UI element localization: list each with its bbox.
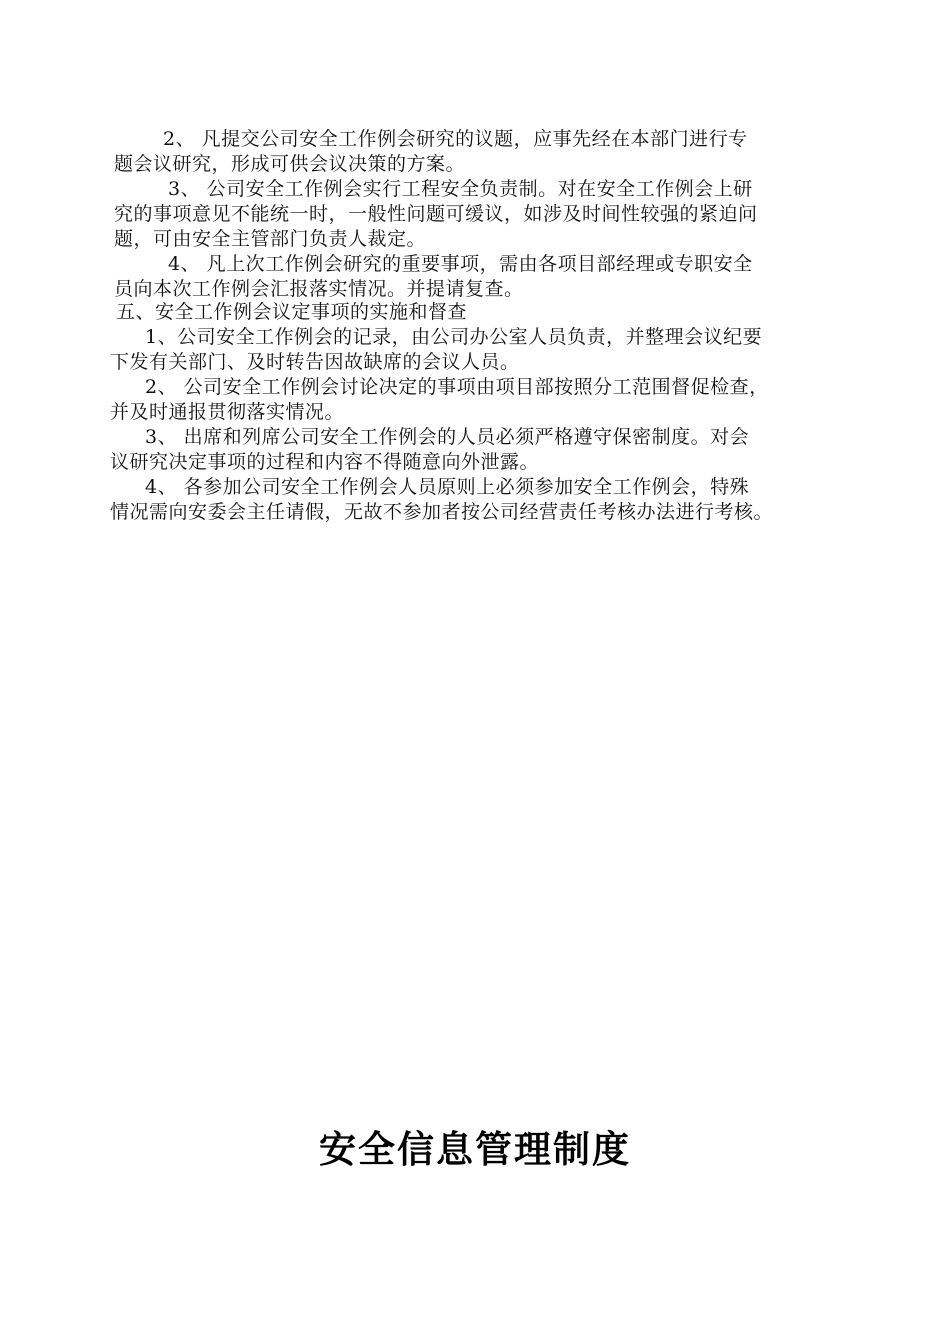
- item-3-line-2: 议研究决定事项的过程和内容不得随意向外泄露。: [110, 451, 540, 473]
- next-section-title: 安全信息管理制度: [319, 1128, 631, 1171]
- paragraph-3-line-3: 题，可由安全主管部门负责人裁定。: [114, 228, 427, 250]
- paragraph-3-line-2: 究的事项意见不能统一时，一般性问题可缓议，如涉及时间性较强的紧迫问: [114, 203, 758, 225]
- item-2-line-1: 2、 公司安全工作例会讨论决定的事项由项目部按照分工范围督促检查，: [145, 376, 769, 398]
- paragraph-4-line-2: 员向本次工作例会汇报落实情况。并提请复查。: [114, 278, 524, 300]
- item-4-line-1: 4、 各参加公司安全工作例会人员原则上必须参加安全工作例会，特殊: [145, 476, 750, 498]
- item-2-line-2: 并及时通报贯彻落实情况。: [110, 401, 345, 423]
- item-1-line-2: 下发有关部门、及时转告因故缺席的会议人员。: [110, 351, 520, 373]
- paragraph-2-line-2: 题会议研究，形成可供会议决策的方案。: [114, 153, 466, 175]
- item-1-line-1: 1、公司安全工作例会的记录，由公司办公室人员负责，并整理会议纪要: [145, 326, 763, 348]
- paragraph-4-line-1: 4、 凡上次工作例会研究的重要事项，需由各项目部经理或专职安全: [168, 253, 753, 275]
- section-heading: 五、安全工作例会议定事项的实施和督查: [116, 301, 468, 323]
- paragraph-2-line-1: 2、 凡提交公司安全工作例会研究的议题，应事先经在本部门进行专: [163, 128, 748, 150]
- paragraph-3-line-1: 3、 公司安全工作例会实行工程安全负责制。对在安全工作例会上研: [168, 178, 753, 200]
- item-3-line-1: 3、 出席和列席公司安全工作例会的人员必须严格遵守保密制度。对会: [145, 426, 750, 448]
- item-4-line-2: 情况需向安委会主任请假，无故不参加者按公司经营责任考核办法进行考核。: [110, 501, 774, 523]
